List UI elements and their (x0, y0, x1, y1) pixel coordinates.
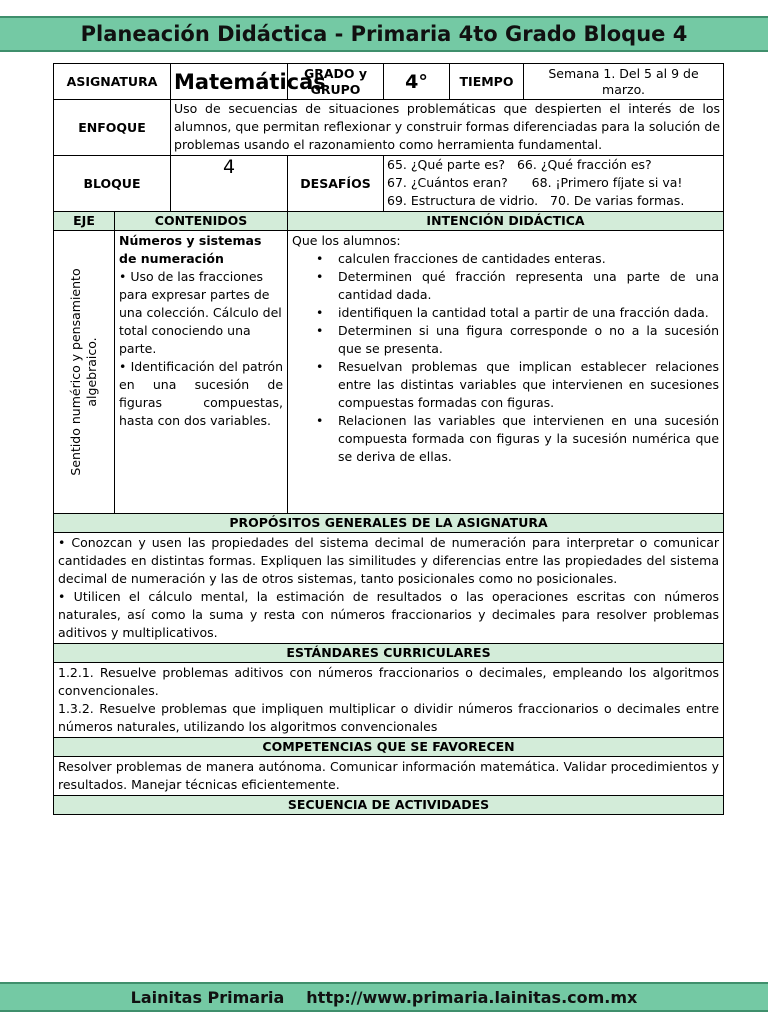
asignatura-label: ASIGNATURA (54, 64, 171, 100)
bloque-number: 4 (222, 156, 236, 178)
eje-header: EJE (54, 212, 115, 231)
contenidos-title: Números y sistemas de numeración (119, 233, 262, 266)
page-footer-banner (0, 982, 768, 1012)
bloque-label: BLOQUE (54, 156, 171, 212)
grado-value: 4° (384, 64, 450, 100)
intencion-item: • Resuelvan problemas que implican establecer relaciones entre las distintas variables que intervienen en sucesiones compuestas formadas con figuras. (292, 358, 719, 412)
competencias-text: Resolver problemas de manera autónoma. Comunicar información matemática. Validar procedimientos y resultados. Manejar técnicas eficientemente. (54, 757, 724, 796)
asignatura-value: Matemáticas (171, 64, 288, 100)
lesson-plan-table (53, 63, 724, 815)
intencion-intro: Que los alumnos: (292, 233, 401, 248)
footer-brand: Lainitas Primaria (130, 987, 285, 1007)
contenidos-item: • Uso de las fracciones para expresar partes de una colección. Cálculo del total conociendo una parte. (119, 269, 282, 356)
intencion-item: • Determinen qué fracción representa una parte de una cantidad dada. (292, 268, 719, 304)
propositos-header: PROPÓSITOS GENERALES DE LA ASIGNATURA (54, 514, 724, 533)
desafios-list (384, 156, 724, 212)
proposito-item: • Utilicen el cálculo mental, la estimación de resultados o las operaciones escritas con números naturales, así como la suma y resta con números fraccionarios y decimales para resolver problemas aditivos y multiplicativos. (58, 589, 720, 640)
eje-text: Sentido numérico y pensamiento algebraico. (68, 268, 99, 476)
footer-url[interactable]: http://www.primaria.lainitas.com.mx (306, 987, 638, 1007)
proposito-item: • Conozcan y usen las propiedades del sistema decimal de numeración para interpretar o comunicar cantidades en distintas formas. Expliquen las similitudes y diferencias entre las propiedades del sistema decimal de numeración y las de otros sistemas, tanto posicionales como no posicionales. (58, 535, 720, 586)
estandar-item: 1.3.2. Resuelve problemas que impliquen multiplicar o dividir números fraccionarios o decimales entre números naturales, utilizando los algoritmos convencionales (58, 701, 720, 734)
intencion-header: INTENCIÓN DIDÁCTICA (288, 212, 724, 231)
enfoque-value: Uso de secuencias de situaciones problemáticas que despierten el interés de los alumnos, que permitan reflexionar y construir formas diferenciadas para la solución de problemas usando el razonamiento como herramienta fundamental. (171, 100, 724, 156)
tiempo-label: TIEMPO (450, 64, 524, 100)
page-title: Planeación Didáctica - Primaria 4to Grado Bloque 4 (80, 22, 688, 46)
intencion-item: • calculen fracciones de cantidades enteras. (292, 250, 719, 268)
estandares-header: ESTÁNDARES CURRICULARES (54, 644, 724, 663)
propositos-cell (54, 533, 724, 644)
intencion-list (292, 250, 719, 466)
contenidos-item: • Identificación del patrón en una sucesión de figuras compuestas, hasta con dos variables. (119, 359, 284, 428)
desafio-line: 65. ¿Qué parte es? 66. ¿Qué fracción es? (387, 157, 652, 172)
estandares-cell (54, 663, 724, 738)
intencion-item: • identifiquen la cantidad total a partir de una fracción dada. (292, 304, 719, 322)
desafios-label: DESAFÍOS (288, 156, 384, 212)
contenidos-cell (115, 231, 288, 514)
enfoque-label: ENFOQUE (54, 100, 171, 156)
estandar-item: 1.2.1. Resuelve problemas aditivos con números fraccionarios o decimales, empleando los algoritmos convencionales. (58, 665, 720, 698)
tiempo-value: Semana 1. Del 5 al 9 de marzo. (524, 64, 724, 100)
eje-cell (54, 231, 115, 514)
competencias-header: COMPETENCIAS QUE SE FAVORECEN (54, 738, 724, 757)
contenidos-header: CONTENIDOS (115, 212, 288, 231)
desafio-line: 69. Estructura de vidrio. 70. De varias formas. (387, 193, 685, 208)
bloque-value (171, 156, 288, 212)
intencion-item: • Relacionen las variables que intervienen en una sucesión compuesta formada con figuras y la sucesión numérica que se deriva de ellas. (292, 412, 719, 466)
page-header-banner (0, 16, 768, 52)
intencion-item: • Determinen si una figura corresponde o no a la sucesión que se presenta. (292, 322, 719, 358)
intencion-cell (288, 231, 724, 514)
desafio-line: 67. ¿Cuántos eran? 68. ¡Primero fíjate si va! (387, 175, 683, 190)
grado-label: GRADO y GRUPO (288, 64, 384, 100)
secuencia-header: SECUENCIA DE ACTIVIDADES (54, 796, 724, 815)
